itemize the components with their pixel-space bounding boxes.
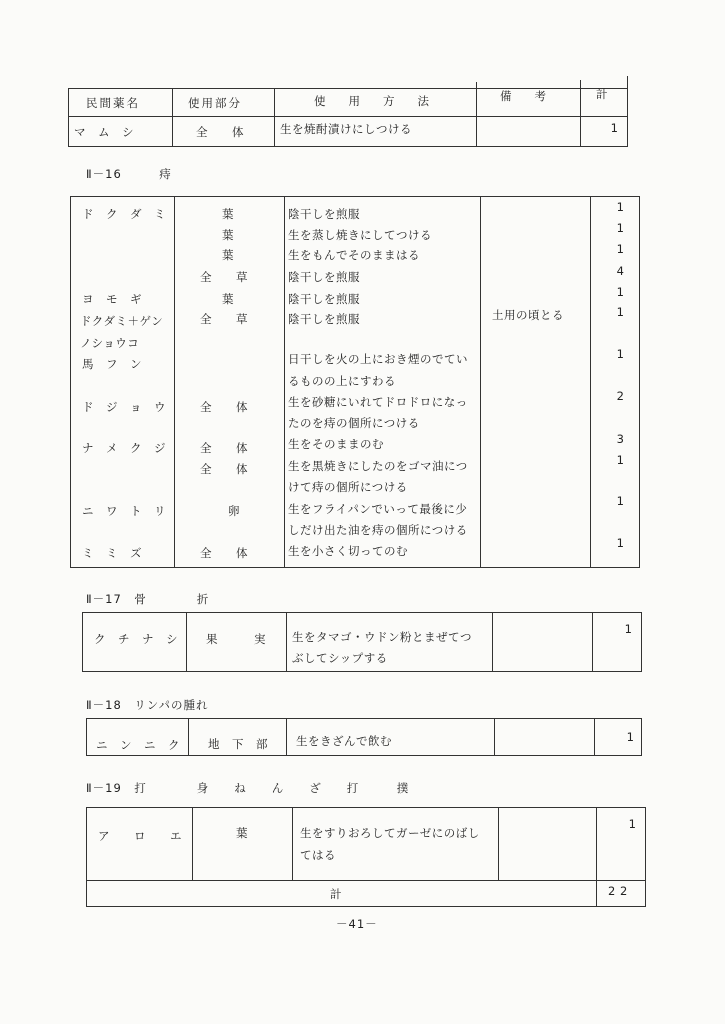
- part-4: 葉: [222, 292, 234, 306]
- s19-count: 1: [628, 817, 636, 831]
- name-bafun: 馬 フ ン: [82, 357, 142, 371]
- note-doyou: 土用の頃とる: [492, 308, 564, 322]
- name-dokudami-gen: ドクダミ＋ゲン: [80, 314, 164, 328]
- top-row-name: マ ム シ: [74, 125, 134, 139]
- s19-name: ア ロ エ: [98, 829, 182, 843]
- count-5: 1: [616, 305, 624, 319]
- part-2: 葉: [222, 248, 234, 262]
- header-col-part: 使用部分: [188, 96, 242, 110]
- method-7: るものの上にすわる: [288, 374, 396, 388]
- method-2: 生をもんでそのままはる: [288, 248, 420, 262]
- s17-method-2: ぶしてシップする: [292, 651, 388, 665]
- s18-part: 地 下 部: [208, 737, 268, 751]
- part-8: 全 体: [200, 462, 248, 476]
- method-12: けて痔の個所につける: [288, 480, 408, 494]
- count-7: 2: [616, 389, 624, 403]
- method-8: 生を砂糖にいれてドロドロになっ: [288, 395, 468, 409]
- header-col-method: 使 用 方 法: [314, 94, 429, 108]
- s19-method-1: 生をすりおろしてガーゼにのばし: [300, 826, 480, 840]
- name-mimizu: ミ ミ ズ: [82, 546, 142, 560]
- s17-part: 果 実: [206, 632, 266, 646]
- part-6: 全 体: [200, 400, 248, 414]
- name-dojou: ド ジ ョ ウ: [82, 400, 166, 414]
- count-8: 3: [616, 432, 624, 446]
- header-col-name: 民間薬名: [86, 96, 140, 110]
- count-0: 1: [616, 200, 624, 214]
- table-16: [70, 196, 640, 568]
- method-9: たのを痔の個所につける: [288, 416, 420, 430]
- part-3: 全 草: [200, 270, 248, 284]
- name-niwatori: ニ ワ ト リ: [82, 504, 166, 518]
- count-9: 1: [616, 453, 624, 467]
- part-5: 全 草: [200, 312, 248, 326]
- part-9: 卵: [228, 504, 240, 518]
- part-0: 葉: [222, 207, 234, 221]
- header-table: [68, 76, 628, 146]
- count-6: 1: [616, 347, 624, 361]
- s18-count: 1: [626, 730, 634, 744]
- method-11: 生を黒焼きにしたのをゴマ油につ: [288, 459, 468, 473]
- table-17: [82, 612, 642, 672]
- s19-part: 葉: [236, 826, 248, 840]
- total-value: 2 2: [608, 884, 628, 898]
- page-number: －41－: [336, 917, 378, 931]
- method-6: 日干しを火の上におき煙のでてい: [288, 352, 468, 366]
- count-2: 1: [616, 242, 624, 256]
- header-col-note: 備 考: [500, 89, 546, 103]
- top-row-part: 全 体: [196, 125, 244, 139]
- top-row-method: 生を焼酎漬けにしつける: [280, 122, 412, 136]
- section-title-16: Ⅱ－16 痔: [86, 167, 172, 181]
- s18-method: 生をきざんで飲む: [296, 734, 392, 748]
- method-4: 陰干しを煎服: [288, 292, 360, 306]
- method-1: 生を蒸し焼きにしてつける: [288, 228, 432, 242]
- count-10: 1: [616, 494, 624, 508]
- s17-name: ク チ ナ シ: [94, 632, 178, 646]
- section-title-17: Ⅱ－17 骨 折: [86, 592, 210, 606]
- name-namekuji: ナ メ ク ジ: [82, 441, 166, 455]
- s17-count: 1: [624, 622, 632, 636]
- name-noshouko: ノショウコ: [80, 336, 140, 350]
- s18-name: ニ ン ニ ク: [96, 738, 180, 752]
- part-10: 全 体: [200, 546, 248, 560]
- name-yomogi: ヨ モ ギ: [82, 292, 142, 306]
- total-label: 計: [330, 887, 342, 901]
- method-15: 生を小さく切ってのむ: [288, 544, 408, 558]
- s19-method-2: てはる: [300, 848, 336, 862]
- count-3: 4: [616, 264, 624, 278]
- method-0: 陰干しを煎服: [288, 207, 360, 221]
- part-7: 全 体: [200, 441, 248, 455]
- method-5: 陰干しを煎服: [288, 312, 360, 326]
- section-title-19: Ⅱ－19 打 身 ね ん ざ 打 撲: [86, 781, 410, 795]
- header-col-count: 計: [596, 87, 608, 101]
- table-18: [86, 718, 642, 756]
- table-19: [86, 807, 646, 907]
- method-3: 陰干しを煎服: [288, 270, 360, 284]
- top-row-count: 1: [610, 121, 618, 135]
- count-11: 1: [616, 536, 624, 550]
- section-title-18: Ⅱ－18 リンパの腫れ: [86, 698, 209, 712]
- method-10: 生をそのままのむ: [288, 437, 384, 451]
- part-1: 葉: [222, 228, 234, 242]
- name-dokudami: ド ク ダ ミ: [82, 207, 166, 221]
- count-4: 1: [616, 285, 624, 299]
- method-13: 生をフライパンでいって最後に少: [288, 502, 468, 516]
- count-1: 1: [616, 221, 624, 235]
- s17-method-1: 生をタマゴ・ウドン粉とまぜてつ: [292, 630, 472, 644]
- method-14: しだけ出た油を痔の個所につける: [288, 523, 468, 537]
